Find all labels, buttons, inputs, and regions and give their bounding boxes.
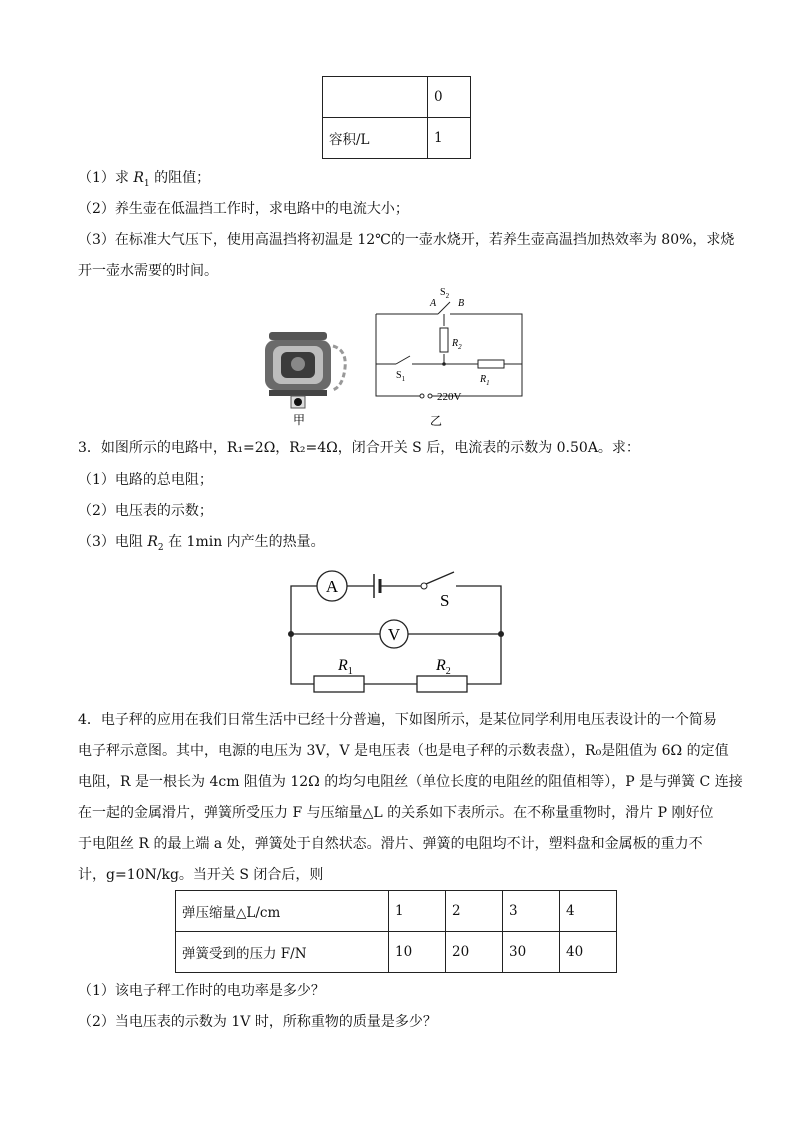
- table-cell: 1: [389, 891, 446, 932]
- q3-sub2: （2）电压表的示数；: [78, 503, 213, 519]
- kettle-image: [265, 332, 345, 408]
- q3-sub3: （3）电阻 $R_2$ 在 1min 内产生的热量。: [78, 534, 325, 553]
- capacity-table: [322, 76, 471, 159]
- q2-sub2: （2）养生壶在低温挡工作时，求电路中的电流大小；: [78, 201, 409, 217]
- label-yi: 乙: [430, 414, 443, 428]
- q3-sub1: （1）电路的总电阻；: [78, 472, 213, 488]
- table-cell: 3: [503, 891, 560, 932]
- switch-label: S: [440, 591, 450, 610]
- q4-line2: 电子秤示意图。其中，电源的电压为 3V，V 是电压表（也是电子秤的示数表盘），R₀是阻值为 6Ω 的定值: [78, 743, 729, 759]
- label-b: B: [458, 298, 465, 309]
- junction-left: [288, 631, 294, 637]
- resistor-r2: [417, 676, 467, 692]
- label-voltage: 220V: [437, 391, 462, 403]
- label-r1: $R_1$: [480, 374, 490, 387]
- q4-line3: 电阻，R 是一根长为 4cm 阻值为 12Ω 的均匀电阻丝（单位长度的电阻丝的阻值相等），P 是与弹簧 C 连接: [78, 774, 743, 790]
- table-cell: 2: [446, 891, 503, 932]
- q2-sub3-line1: （3）在标准大气压下，使用高温挡将初温是 12℃的一壶水烧开，若养生壶高温挡加热效率为 80%，求烧: [78, 232, 735, 248]
- resistor-r1: [478, 360, 504, 368]
- terminal-right: [428, 394, 432, 398]
- q4-sub2: （2）当电压表的示数为 1V 时，所称重物的质量是多少？: [78, 1014, 437, 1030]
- label-a: A: [430, 298, 437, 309]
- table-cell: 40: [560, 932, 617, 973]
- q4-line4: 在一起的金属滑片，弹簧所受压力 F 与压缩量△L 的关系如下表所示。在不称量重物时，滑片 P 刚好位: [78, 805, 714, 821]
- q2-sub1: （1）求 $R_1$ 的阻值；: [78, 170, 211, 189]
- table-cell: 弹压缩量△L/cm: [176, 891, 389, 932]
- table-cell: [323, 77, 428, 118]
- label-s1: $S_1$: [396, 370, 406, 383]
- table-cell: 1: [428, 118, 471, 159]
- table-cell: 20: [446, 932, 503, 973]
- terminal-left: [420, 394, 424, 398]
- switch-s2: [438, 302, 450, 314]
- kettle-figure: [255, 320, 355, 430]
- switch-s1: [396, 356, 410, 364]
- label-r2: $R_2$: [452, 338, 462, 351]
- table-cell: 30: [503, 932, 560, 973]
- ammeter-label: A: [325, 577, 339, 596]
- junction-right: [498, 631, 504, 637]
- table-cell: 0: [428, 77, 471, 118]
- switch-arm: [426, 572, 454, 584]
- kettle-circuit-diagram: [366, 286, 536, 432]
- junction-dot: [442, 362, 446, 366]
- q2-sub3-line2: 开一壶水需要的时间。: [78, 263, 218, 279]
- label-r1: $R_1$: [338, 657, 353, 677]
- q4-line6: 计，g=10N/kg。当开关 S 闭合后，则: [78, 867, 324, 883]
- q4-sub1: （1）该电子秤工作时的电功率是多少？: [78, 983, 325, 999]
- table-cell: 容积/L: [323, 118, 428, 159]
- spring-table: [175, 890, 617, 973]
- label-jia: 甲: [292, 413, 306, 427]
- label-r2: $R_2$: [436, 657, 451, 677]
- series-circuit-diagram: [284, 566, 510, 698]
- voltmeter-label: V: [387, 625, 401, 644]
- circuit-wires: [376, 314, 522, 396]
- resistor-r2: [440, 328, 448, 352]
- resistor-r1: [314, 676, 364, 692]
- q3-stem: 3．如图所示的电路中，R₁=2Ω，R₂=4Ω，闭合开关 S 后，电流表的示数为 0.50A。求：: [78, 440, 640, 456]
- q4-line5: 于电阻丝 R 的最上端 a 处，弹簧处于自然状态。滑片、弹簧的电阻均不计，塑料盘和金属板的重力不: [78, 836, 703, 852]
- table-cell: 4: [560, 891, 617, 932]
- label-s2: $S_2$: [440, 287, 450, 300]
- q4-line1: 4．电子秤的应用在我们日常生活中已经十分普遍，下如图所示，是某位同学利用电压表设计的一个简易: [78, 712, 717, 728]
- table-cell: 弹簧受到的压力 F/N: [176, 932, 389, 973]
- table-cell: 10: [389, 932, 446, 973]
